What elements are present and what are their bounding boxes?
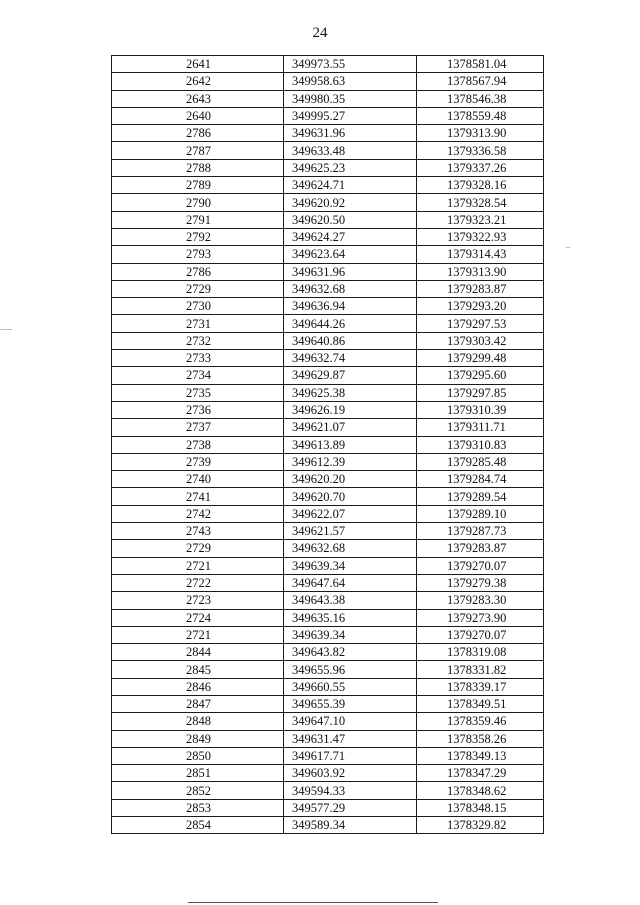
y-coordinate-cell: 1379310.39 xyxy=(417,401,544,418)
y-coordinate-cell: 1378329.82 xyxy=(417,817,544,834)
y-coordinate-cell: 1379293.20 xyxy=(417,298,544,315)
x-coordinate-cell: 349973.55 xyxy=(284,56,417,73)
point-number-cell: 2792 xyxy=(112,228,284,245)
x-coordinate-cell: 349621.07 xyxy=(284,419,417,436)
y-coordinate-cell: 1378359.46 xyxy=(417,713,544,730)
table-row xyxy=(112,661,544,678)
x-coordinate-cell: 349632.68 xyxy=(284,540,417,557)
table-row xyxy=(112,782,544,799)
x-coordinate-cell: 349631.96 xyxy=(284,263,417,280)
table-row xyxy=(112,713,544,730)
y-coordinate-cell: 1378349.51 xyxy=(417,695,544,712)
table-row xyxy=(112,678,544,695)
x-coordinate-cell: 349620.20 xyxy=(284,471,417,488)
x-coordinate-cell: 349647.10 xyxy=(284,713,417,730)
y-coordinate-cell: 1378331.82 xyxy=(417,661,544,678)
point-number-cell: 2723 xyxy=(112,592,284,609)
point-number-cell: 2737 xyxy=(112,419,284,436)
table-row xyxy=(112,523,544,540)
table-row xyxy=(112,574,544,591)
y-coordinate-cell: 1379295.60 xyxy=(417,367,544,384)
point-number-cell: 2853 xyxy=(112,799,284,816)
x-coordinate-cell: 349643.82 xyxy=(284,644,417,661)
x-coordinate-cell: 349647.64 xyxy=(284,574,417,591)
x-coordinate-cell: 349589.34 xyxy=(284,817,417,834)
point-number-cell: 2738 xyxy=(112,436,284,453)
table-row xyxy=(112,56,544,73)
table-row xyxy=(112,194,544,211)
point-number-cell: 2731 xyxy=(112,315,284,332)
x-coordinate-cell: 349631.47 xyxy=(284,730,417,747)
point-number-cell: 2852 xyxy=(112,782,284,799)
y-coordinate-cell: 1379337.26 xyxy=(417,159,544,176)
point-number-cell: 2643 xyxy=(112,90,284,107)
x-coordinate-cell: 349594.33 xyxy=(284,782,417,799)
x-coordinate-cell: 349660.55 xyxy=(284,678,417,695)
x-coordinate-cell: 349632.68 xyxy=(284,280,417,297)
coordinates-table xyxy=(111,55,544,834)
table-row xyxy=(112,799,544,816)
point-number-cell: 2729 xyxy=(112,280,284,297)
x-coordinate-cell: 349958.63 xyxy=(284,73,417,90)
y-coordinate-cell: 1378559.48 xyxy=(417,107,544,124)
table-row xyxy=(112,436,544,453)
table-row xyxy=(112,453,544,470)
point-number-cell: 2845 xyxy=(112,661,284,678)
y-coordinate-cell: 1379297.53 xyxy=(417,315,544,332)
x-coordinate-cell: 349622.07 xyxy=(284,505,417,522)
y-coordinate-cell: 1379283.30 xyxy=(417,592,544,609)
x-coordinate-cell: 349636.94 xyxy=(284,298,417,315)
x-coordinate-cell: 349617.71 xyxy=(284,747,417,764)
point-number-cell: 2849 xyxy=(112,730,284,747)
y-coordinate-cell: 1379285.48 xyxy=(417,453,544,470)
y-coordinate-cell: 1379313.90 xyxy=(417,125,544,142)
table-row xyxy=(112,644,544,661)
x-coordinate-cell: 349633.48 xyxy=(284,142,417,159)
y-coordinate-cell: 1379310.83 xyxy=(417,436,544,453)
page-bottom-edge xyxy=(188,902,438,903)
point-number-cell: 2741 xyxy=(112,488,284,505)
y-coordinate-cell: 1379297.85 xyxy=(417,384,544,401)
table-row xyxy=(112,384,544,401)
y-coordinate-cell: 1378347.29 xyxy=(417,765,544,782)
y-coordinate-cell: 1378581.04 xyxy=(417,56,544,73)
x-coordinate-cell: 349625.23 xyxy=(284,159,417,176)
table-row xyxy=(112,125,544,142)
coordinates-table-body xyxy=(112,56,544,834)
table-row xyxy=(112,401,544,418)
table-row xyxy=(112,211,544,228)
y-coordinate-cell: 1378348.15 xyxy=(417,799,544,816)
table-row xyxy=(112,315,544,332)
table-row xyxy=(112,419,544,436)
table-row xyxy=(112,540,544,557)
point-number-cell: 2729 xyxy=(112,540,284,557)
y-coordinate-cell: 1379273.90 xyxy=(417,609,544,626)
x-coordinate-cell: 349639.34 xyxy=(284,626,417,643)
scan-mark-right xyxy=(566,247,570,248)
table-row xyxy=(112,246,544,263)
y-coordinate-cell: 1379311.71 xyxy=(417,419,544,436)
x-coordinate-cell: 349621.57 xyxy=(284,523,417,540)
point-number-cell: 2732 xyxy=(112,332,284,349)
point-number-cell: 2740 xyxy=(112,471,284,488)
y-coordinate-cell: 1379283.87 xyxy=(417,280,544,297)
point-number-cell: 2854 xyxy=(112,817,284,834)
table-row xyxy=(112,817,544,834)
point-number-cell: 2844 xyxy=(112,644,284,661)
x-coordinate-cell: 349635.16 xyxy=(284,609,417,626)
x-coordinate-cell: 349624.27 xyxy=(284,228,417,245)
point-number-cell: 2724 xyxy=(112,609,284,626)
y-coordinate-cell: 1379284.74 xyxy=(417,471,544,488)
y-coordinate-cell: 1379270.07 xyxy=(417,626,544,643)
table-row xyxy=(112,263,544,280)
point-number-cell: 2743 xyxy=(112,523,284,540)
point-number-cell: 2640 xyxy=(112,107,284,124)
point-number-cell: 2793 xyxy=(112,246,284,263)
table-row xyxy=(112,350,544,367)
table-row xyxy=(112,695,544,712)
x-coordinate-cell: 349980.35 xyxy=(284,90,417,107)
x-coordinate-cell: 349577.29 xyxy=(284,799,417,816)
y-coordinate-cell: 1378358.26 xyxy=(417,730,544,747)
y-coordinate-cell: 1379299.48 xyxy=(417,350,544,367)
point-number-cell: 2733 xyxy=(112,350,284,367)
x-coordinate-cell: 349620.92 xyxy=(284,194,417,211)
x-coordinate-cell: 349626.19 xyxy=(284,401,417,418)
table-row xyxy=(112,332,544,349)
point-number-cell: 2641 xyxy=(112,56,284,73)
point-number-cell: 2786 xyxy=(112,263,284,280)
x-coordinate-cell: 349613.89 xyxy=(284,436,417,453)
y-coordinate-cell: 1378319.08 xyxy=(417,644,544,661)
point-number-cell: 2734 xyxy=(112,367,284,384)
table-row xyxy=(112,280,544,297)
point-number-cell: 2739 xyxy=(112,453,284,470)
point-number-cell: 2735 xyxy=(112,384,284,401)
point-number-cell: 2722 xyxy=(112,574,284,591)
x-coordinate-cell: 349632.74 xyxy=(284,350,417,367)
point-number-cell: 2790 xyxy=(112,194,284,211)
point-number-cell: 2721 xyxy=(112,557,284,574)
y-coordinate-cell: 1379289.54 xyxy=(417,488,544,505)
point-number-cell: 2787 xyxy=(112,142,284,159)
table-row xyxy=(112,107,544,124)
x-coordinate-cell: 349612.39 xyxy=(284,453,417,470)
point-number-cell: 2789 xyxy=(112,177,284,194)
table-row xyxy=(112,747,544,764)
table-row xyxy=(112,592,544,609)
point-number-cell: 2848 xyxy=(112,713,284,730)
table-row xyxy=(112,73,544,90)
x-coordinate-cell: 349631.96 xyxy=(284,125,417,142)
point-number-cell: 2742 xyxy=(112,505,284,522)
table-row xyxy=(112,142,544,159)
table-row xyxy=(112,159,544,176)
point-number-cell: 2847 xyxy=(112,695,284,712)
x-coordinate-cell: 349620.50 xyxy=(284,211,417,228)
table-row xyxy=(112,488,544,505)
x-coordinate-cell: 349629.87 xyxy=(284,367,417,384)
table-row xyxy=(112,730,544,747)
y-coordinate-cell: 1379336.58 xyxy=(417,142,544,159)
y-coordinate-cell: 1378348.62 xyxy=(417,782,544,799)
table-row xyxy=(112,471,544,488)
y-coordinate-cell: 1379328.54 xyxy=(417,194,544,211)
table-row xyxy=(112,298,544,315)
x-coordinate-cell: 349639.34 xyxy=(284,557,417,574)
x-coordinate-cell: 349995.27 xyxy=(284,107,417,124)
point-number-cell: 2736 xyxy=(112,401,284,418)
x-coordinate-cell: 349640.86 xyxy=(284,332,417,349)
point-number-cell: 2851 xyxy=(112,765,284,782)
y-coordinate-cell: 1379287.73 xyxy=(417,523,544,540)
point-number-cell: 2642 xyxy=(112,73,284,90)
y-coordinate-cell: 1378339.17 xyxy=(417,678,544,695)
table-row xyxy=(112,90,544,107)
y-coordinate-cell: 1379328.16 xyxy=(417,177,544,194)
y-coordinate-cell: 1379289.10 xyxy=(417,505,544,522)
scan-mark-left xyxy=(0,329,12,330)
y-coordinate-cell: 1379313.90 xyxy=(417,263,544,280)
point-number-cell: 2846 xyxy=(112,678,284,695)
y-coordinate-cell: 1379283.87 xyxy=(417,540,544,557)
x-coordinate-cell: 349644.26 xyxy=(284,315,417,332)
point-number-cell: 2786 xyxy=(112,125,284,142)
x-coordinate-cell: 349655.96 xyxy=(284,661,417,678)
table-row xyxy=(112,505,544,522)
y-coordinate-cell: 1378546.38 xyxy=(417,90,544,107)
point-number-cell: 2850 xyxy=(112,747,284,764)
y-coordinate-cell: 1379322.93 xyxy=(417,228,544,245)
y-coordinate-cell: 1379314.43 xyxy=(417,246,544,263)
point-number-cell: 2721 xyxy=(112,626,284,643)
page-number: 24 xyxy=(312,25,328,41)
x-coordinate-cell: 349620.70 xyxy=(284,488,417,505)
x-coordinate-cell: 349624.71 xyxy=(284,177,417,194)
point-number-cell: 2730 xyxy=(112,298,284,315)
x-coordinate-cell: 349655.39 xyxy=(284,695,417,712)
y-coordinate-cell: 1378349.13 xyxy=(417,747,544,764)
y-coordinate-cell: 1379270.07 xyxy=(417,557,544,574)
y-coordinate-cell: 1379279.38 xyxy=(417,574,544,591)
x-coordinate-cell: 349603.92 xyxy=(284,765,417,782)
y-coordinate-cell: 1379303.42 xyxy=(417,332,544,349)
table-row xyxy=(112,609,544,626)
x-coordinate-cell: 349643.38 xyxy=(284,592,417,609)
table-row xyxy=(112,557,544,574)
point-number-cell: 2788 xyxy=(112,159,284,176)
table-row xyxy=(112,765,544,782)
table-row xyxy=(112,367,544,384)
table-row xyxy=(112,228,544,245)
table-row xyxy=(112,626,544,643)
x-coordinate-cell: 349625.38 xyxy=(284,384,417,401)
y-coordinate-cell: 1378567.94 xyxy=(417,73,544,90)
x-coordinate-cell: 349623.64 xyxy=(284,246,417,263)
table-row xyxy=(112,177,544,194)
point-number-cell: 2791 xyxy=(112,211,284,228)
y-coordinate-cell: 1379323.21 xyxy=(417,211,544,228)
